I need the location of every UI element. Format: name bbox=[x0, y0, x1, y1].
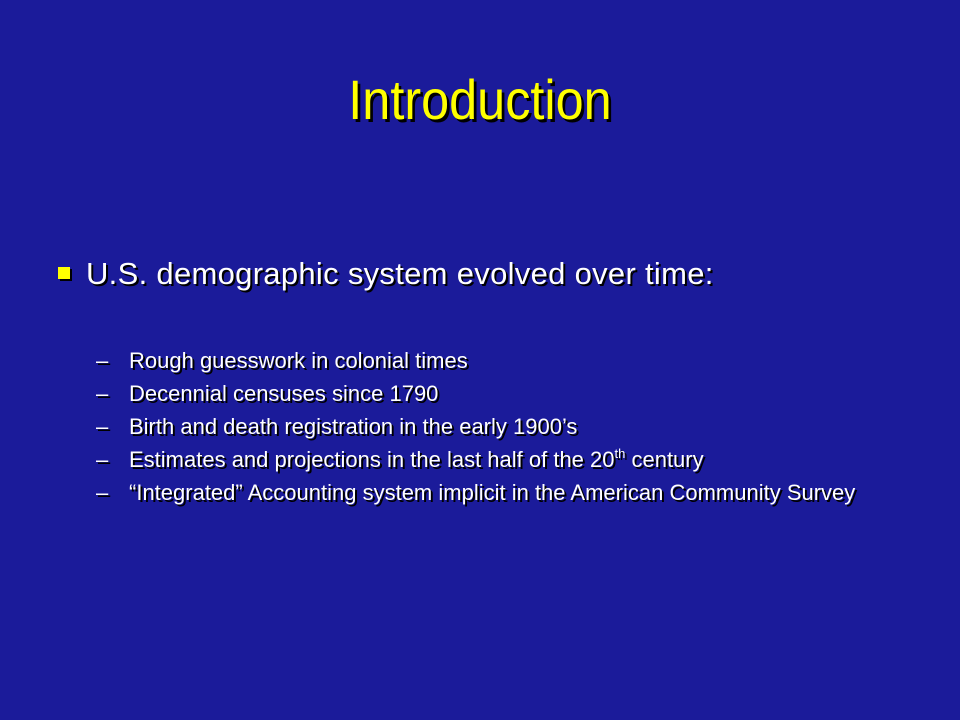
sub-bullet-item bbox=[96, 410, 936, 443]
sub-bullet-item bbox=[96, 443, 936, 476]
dash-bullet: – bbox=[96, 414, 109, 439]
sub-bullet-text: Decennial censuses since 1790 bbox=[129, 381, 439, 406]
main-bullet-text: U.S. demographic system evolved over time: bbox=[86, 256, 714, 291]
sub-bullet-text: Rough guesswork in colonial times bbox=[129, 348, 468, 373]
sub-bullet-item bbox=[96, 344, 936, 377]
dash-bullet: – bbox=[96, 381, 109, 406]
sub-bullet-item bbox=[96, 476, 936, 509]
sub-bullet-text: Birth and death registration in the early 1900’s bbox=[129, 414, 578, 439]
square-bullet-icon bbox=[58, 267, 70, 279]
ordinal-superscript: th bbox=[614, 446, 626, 461]
slide-title: Introduction bbox=[348, 68, 612, 131]
estimates-text: Estimates and projections in the last half of the 20 bbox=[129, 447, 615, 472]
sub-bullet-item bbox=[96, 377, 936, 410]
sub-bullet-text bbox=[129, 447, 704, 472]
estimates-text-end: century bbox=[625, 447, 704, 472]
dash-bullet: – bbox=[96, 480, 109, 505]
sub-bullet-list bbox=[96, 344, 936, 509]
sub-bullet-text: “Integrated” Accounting system implicit in the American Community Survey bbox=[129, 480, 856, 505]
dash-bullet: – bbox=[96, 348, 109, 373]
dash-bullet: – bbox=[96, 447, 109, 472]
